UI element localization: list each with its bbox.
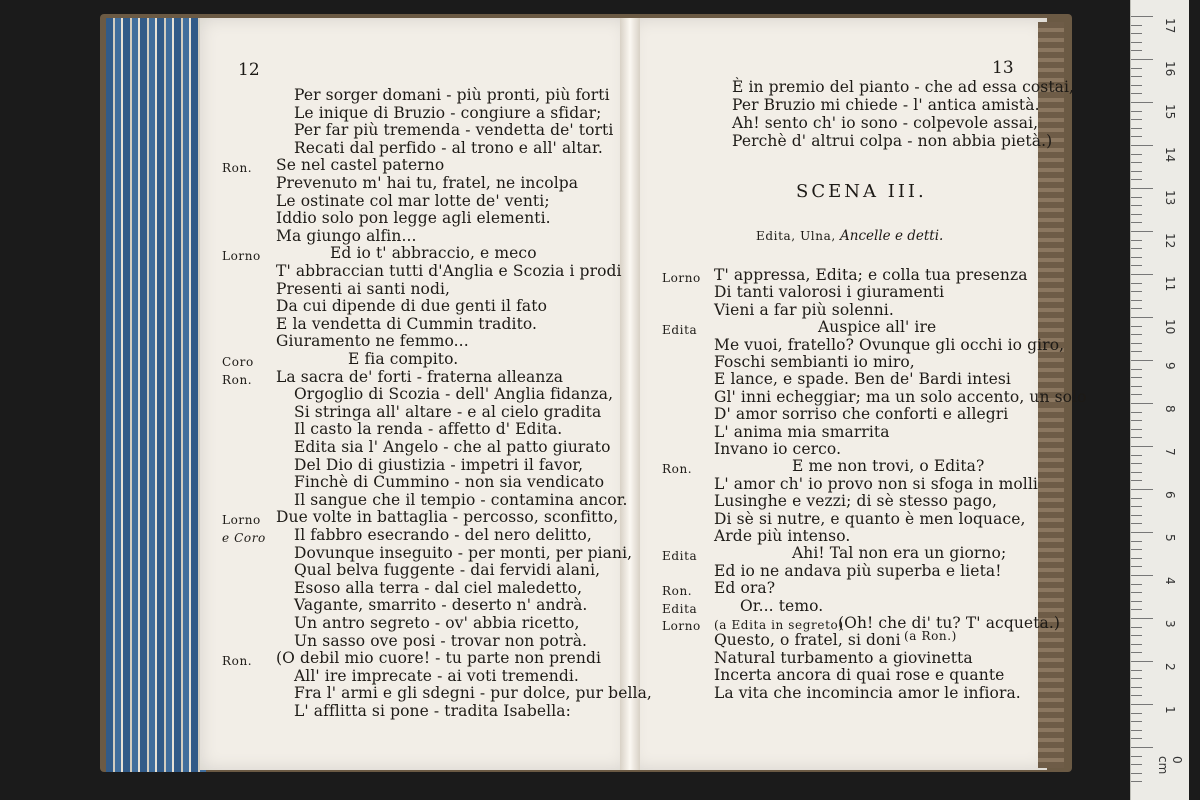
- ruler-tick: [1131, 326, 1142, 327]
- ruler-tick: [1131, 369, 1142, 370]
- ruler-tick: [1131, 618, 1153, 619]
- ruler-number: 17: [1163, 18, 1177, 34]
- verse-line: Fra l' armi e gli sdegni - pur dolce, pur bella,: [294, 684, 652, 703]
- ruler-tick: [1131, 111, 1142, 112]
- ruler-tick: [1131, 240, 1142, 241]
- verse-line: Le ostinate col mar lotte de' venti;: [276, 191, 550, 210]
- ruler-number: 7: [1163, 448, 1177, 456]
- ruler-tick: [1131, 179, 1142, 180]
- verse-line: Iddio solo pon legge agli elementi.: [276, 209, 551, 228]
- ruler-tick: [1131, 670, 1142, 671]
- speaker-label: Lorno: [222, 249, 261, 264]
- ruler-tick: [1131, 627, 1142, 628]
- ruler-tick: [1131, 102, 1153, 103]
- ruler-number: 6: [1163, 491, 1177, 499]
- verse-line: E fia compito.: [348, 350, 459, 368]
- verse-line: Il fabbro esecrando - del nero delitto,: [294, 526, 592, 544]
- ruler-tick: [1131, 188, 1153, 189]
- verse-line: Invano io cerco.: [714, 440, 842, 458]
- ruler-tick: [1131, 652, 1142, 653]
- ruler-number: 4: [1163, 577, 1177, 585]
- verse-line: La sacra de' forti - fraterna alleanza: [276, 367, 564, 386]
- verse-line: E me non trovi, o Edita?: [792, 457, 985, 476]
- verse-line: E lance, e spade. Ben de' Bardi intesi: [714, 370, 1011, 389]
- ruler-tick: [1131, 704, 1153, 705]
- ruler-tick: [1131, 489, 1153, 490]
- verse-line: Per sorger domani - più pronti, più forti: [294, 86, 610, 104]
- verse-line: Foschi sembianti io miro,: [714, 353, 915, 371]
- verse-line: Due volte in battaglia - percosso, sconfitto,: [276, 508, 619, 527]
- verse-line: Il casto la renda - affetto d' Edita.: [294, 420, 563, 439]
- verse-line: All' ire imprecate - ai voti tremendi.: [294, 666, 579, 685]
- ruler-tick: [1131, 549, 1142, 550]
- verse-line: T' appressa, Edita; e colla tua presenza: [714, 266, 1028, 284]
- left-page-number: 12: [238, 60, 260, 80]
- verse-line: Or... temo.: [740, 596, 824, 615]
- ruler-number: 14: [1163, 147, 1177, 163]
- scene-heading: SCENA III.: [796, 181, 927, 202]
- ruler-tick: [1131, 575, 1153, 576]
- verse-line: Giuramento ne femmo...: [276, 332, 469, 351]
- ruler-tick: [1131, 455, 1142, 456]
- ruler-tick: [1131, 283, 1142, 284]
- ruler-tick: [1131, 197, 1142, 198]
- ruler-number: 1: [1163, 706, 1177, 714]
- verse-line: Perchè d' altrui colpa - non abbia pietà.): [732, 132, 1053, 150]
- verse-line: Recati dal perfido - al trono e all' altar.: [294, 138, 603, 157]
- ruler-tick: [1131, 265, 1142, 266]
- verse-line: Dovunque inseguito - per monti, per piani,: [294, 543, 633, 562]
- ruler-tick: [1131, 429, 1142, 430]
- ruler-tick: [1131, 145, 1153, 146]
- stage-direction: (a Ron.): [904, 629, 957, 644]
- ruler-tick: [1131, 592, 1142, 593]
- ruler-tick: [1131, 377, 1142, 378]
- ruler-tick: [1131, 678, 1142, 679]
- speaker-label: Ron.: [662, 462, 693, 477]
- ruler-tick: [1131, 498, 1142, 499]
- verse-line: Il sangue che il tempio - contamina ancor.: [294, 490, 628, 509]
- ruler-tick: [1131, 480, 1142, 481]
- ruler-tick: [1131, 472, 1142, 473]
- ruler-tick: [1131, 566, 1142, 567]
- ruler-number: 9: [1163, 362, 1177, 370]
- verse-line: Da cui dipende di due genti il fato: [276, 297, 548, 316]
- ruler-tick: [1131, 412, 1142, 413]
- ruler-tick: [1131, 661, 1153, 662]
- ruler-tick: [1131, 25, 1142, 26]
- verse-line: Del Dio di giustizia - impetri il favor,: [294, 455, 584, 474]
- ruler-number: 13: [1163, 190, 1177, 206]
- ruler-tick: [1131, 76, 1142, 77]
- verse-line: Esoso alla terra - dal ciel maledetto,: [294, 578, 583, 597]
- ruler-tick: [1131, 33, 1142, 34]
- verse-line: Ed io ne andava più superba e lieta!: [714, 561, 1002, 580]
- speaker-label: Lorno: [222, 513, 261, 528]
- speaker-label: Ron.: [222, 372, 253, 387]
- verse-line: Di tanti valorosi i giuramenti: [714, 283, 945, 302]
- ruler-tick: [1131, 154, 1142, 155]
- ruler-number: 11: [1163, 276, 1177, 292]
- verse-line: L' afflitta si pone - tradita Isabella:: [294, 702, 571, 720]
- ruler-tick: [1131, 85, 1142, 86]
- ruler-tick: [1131, 463, 1142, 464]
- ruler-tick: [1131, 738, 1142, 739]
- verse-line: Ma giungo alfin...: [276, 226, 417, 245]
- ruler-tick: [1131, 257, 1142, 258]
- ruler-tick: [1131, 136, 1142, 137]
- ruler-number: 0 cm: [1156, 756, 1184, 775]
- book-spine: [620, 18, 640, 770]
- ruler-tick: [1131, 50, 1142, 51]
- verse-line: Questo, o fratel, si doni: [714, 631, 901, 650]
- speaker-label: e Coro: [222, 531, 266, 545]
- verse-line: Se nel castel paterno: [276, 156, 445, 175]
- verse-line: Un sasso ove posi - trovar non potrà.: [294, 631, 588, 650]
- ruler-tick: [1131, 446, 1153, 447]
- speaker-label: Ron.: [222, 654, 253, 669]
- speaker-label: Lorno: [662, 271, 701, 285]
- cast-line: [756, 228, 943, 244]
- verse-line: Vagante, smarrito - deserto n' andrà.: [294, 596, 588, 615]
- ruler-tick: [1131, 248, 1142, 249]
- verse-line: Auspice all' ire: [818, 318, 937, 337]
- ruler-tick: [1131, 730, 1142, 731]
- verse-line: Finchè di Cummino - non sia vendicato: [294, 473, 605, 492]
- speaker-label: Ron.: [662, 584, 693, 599]
- verse-line: Le inique di Bruzio - congiure a sfidar;: [294, 103, 602, 122]
- ruler-tick: [1131, 756, 1142, 757]
- right-page-number: 13: [992, 58, 1014, 78]
- verse-line: Per far più tremenda - vendetta de' torti: [294, 121, 614, 140]
- ruler-tick: [1131, 721, 1142, 722]
- ruler-tick: [1131, 386, 1142, 387]
- verse-line: Si stringa all' altare - e al cielo gradita: [294, 402, 602, 421]
- ruler-tick: [1131, 506, 1142, 507]
- ruler-tick: [1131, 68, 1142, 69]
- ruler-number: 15: [1163, 104, 1177, 120]
- ruler-number: 3: [1163, 620, 1177, 628]
- ruler-tick: [1131, 747, 1153, 748]
- ruler-tick: [1131, 781, 1142, 782]
- speaker-label: Edita: [662, 323, 698, 338]
- cast-names: Edita, Ulna,: [756, 229, 836, 243]
- verse-line: Me vuoi, fratello? Ovunque gli occhi io giro,: [714, 335, 1065, 354]
- verse-line: E la vendetta di Cummin tradito.: [276, 314, 538, 333]
- ruler-tick: [1131, 16, 1153, 17]
- ruler-tick: [1131, 205, 1142, 206]
- verse-line: Presenti ai santi nodi,: [276, 279, 451, 298]
- ruler-tick: [1131, 274, 1153, 275]
- ruler-number: 2: [1163, 663, 1177, 671]
- verse-line: Edita sia l' Angelo - che al patto giurato: [294, 438, 611, 456]
- verse-line: L' amor ch' io provo non si sfoga in molli: [714, 474, 1038, 493]
- ruler-tick: [1131, 93, 1142, 94]
- speaker-label: Lorno: [662, 619, 701, 633]
- verse-line: Ah! sento ch' io sono - colpevole assai,: [732, 114, 1039, 132]
- verse-line: Un antro segreto - ov' abbia ricetto,: [294, 614, 580, 632]
- verse-line: Gl' inni echeggiar; ma un solo accento, un solo: [714, 387, 1087, 406]
- ruler-tick: [1131, 300, 1142, 301]
- ruler-tick: [1131, 515, 1142, 516]
- verse-line: È in premio del pianto - che ad essa costai,: [732, 78, 1075, 96]
- verse-line: Qual belva fuggente - dai fervidi alani,: [294, 561, 601, 580]
- ruler-tick: [1131, 308, 1142, 309]
- ruler-tick: [1131, 214, 1142, 215]
- verse-line: Ed ora?: [714, 579, 776, 598]
- verse-line: Ahi! Tal non era un giorno;: [792, 544, 1007, 563]
- ruler-tick: [1131, 558, 1142, 559]
- ruler-tick: [1131, 644, 1142, 645]
- ruler-tick: [1131, 764, 1142, 765]
- verse-line: Vieni a far più solenni.: [714, 300, 894, 319]
- ruler-tick: [1131, 351, 1142, 352]
- verse-line: Ed io t' abbraccio, e meco: [330, 244, 537, 263]
- speaker-label: Edita: [662, 601, 698, 616]
- ruler-tick: [1131, 231, 1153, 232]
- ruler-tick: [1131, 343, 1142, 344]
- ruler-tick: [1131, 584, 1142, 585]
- stage-direction: (a Edita in segreto): [714, 618, 844, 632]
- cast-extras: Ancelle e detti.: [840, 228, 944, 244]
- speaker-label: Ron.: [222, 161, 253, 176]
- ruler-tick: [1131, 291, 1142, 292]
- ruler-tick: [1131, 171, 1142, 172]
- verse-line: Prevenuto m' hai tu, fratel, ne incolpa: [276, 174, 579, 192]
- page-edge-marbled: [106, 18, 206, 772]
- ruler-tick: [1131, 334, 1142, 335]
- ruler-tick: [1131, 773, 1142, 774]
- measuring-ruler: [1130, 0, 1189, 800]
- ruler-number: 5: [1163, 534, 1177, 542]
- ruler-tick: [1131, 317, 1153, 318]
- ruler-tick: [1131, 687, 1142, 688]
- ruler-tick: [1131, 59, 1153, 60]
- verse-line: Lusinghe e vezzi; di sè stesso pago,: [714, 492, 997, 511]
- ruler-tick: [1131, 162, 1142, 163]
- verse-line: D' amor sorriso che conforti e allegri: [714, 405, 1009, 424]
- verse-line: Orgoglio di Scozia - dell' Anglia fidanza,: [294, 385, 614, 404]
- ruler-tick: [1131, 635, 1142, 636]
- ruler-tick: [1131, 222, 1142, 223]
- ruler-tick: [1131, 394, 1142, 395]
- ruler-tick: [1131, 713, 1142, 714]
- speaker-label: Edita: [662, 549, 698, 564]
- ruler-tick: [1131, 403, 1153, 404]
- ruler-tick: [1131, 437, 1142, 438]
- ruler-tick: [1131, 42, 1142, 43]
- verse-line: Di sè si nutre, e quanto è men loquace,: [714, 509, 1026, 528]
- ruler-tick: [1131, 128, 1142, 129]
- ruler-tick: [1131, 601, 1142, 602]
- verse-line: (O debil mio cuore! - tu parte non prendi: [276, 649, 602, 668]
- ruler-number: 16: [1163, 61, 1177, 77]
- ruler-number: 12: [1163, 233, 1177, 249]
- ruler-tick: [1131, 695, 1142, 696]
- verse-line: Arde più intenso.: [714, 527, 851, 545]
- ruler-tick: [1131, 541, 1142, 542]
- ruler-number: 8: [1163, 405, 1177, 413]
- ruler-tick: [1131, 532, 1153, 533]
- verse-line: Per Bruzio mi chiede - l' antica amistà.: [732, 96, 1040, 114]
- verse-line: La vita che incomincia amor le infiora.: [714, 683, 1021, 702]
- verse-line: Incerta ancora di quai rose e quante: [714, 666, 1005, 685]
- ruler-tick: [1131, 420, 1142, 421]
- verse-line: L' anima mia smarrita: [714, 422, 890, 441]
- verse-line: (Oh! che di' tu? T' acqueta.): [838, 614, 1061, 632]
- ruler-number: 10: [1163, 319, 1177, 335]
- ruler-tick: [1131, 609, 1142, 610]
- verse-line: T' abbraccian tutti d'Anglia e Scozia i prodi: [276, 262, 622, 280]
- verse-line: Natural turbamento a giovinetta: [714, 648, 973, 667]
- ruler-tick: [1131, 119, 1142, 120]
- ruler-tick: [1131, 360, 1153, 361]
- speaker-label: Coro: [222, 355, 254, 369]
- ruler-tick: [1131, 523, 1142, 524]
